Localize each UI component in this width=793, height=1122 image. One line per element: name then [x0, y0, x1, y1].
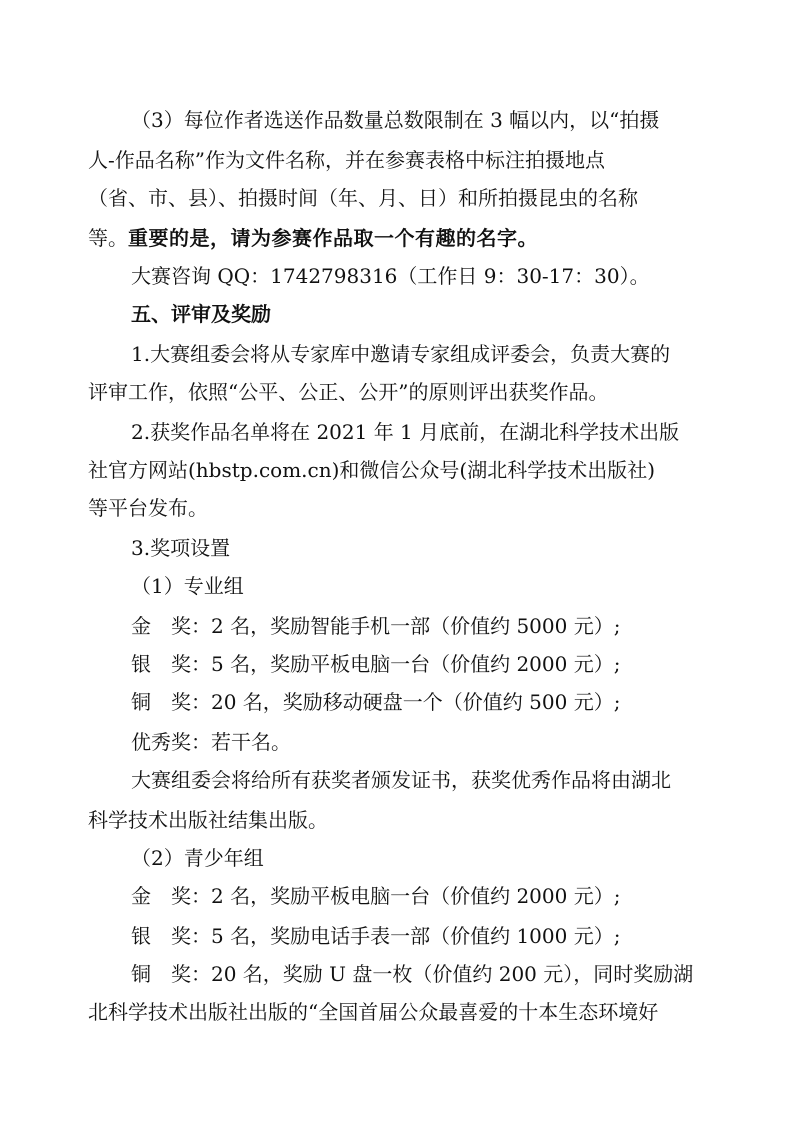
award-line: 优秀奖：若干名。 [131, 730, 291, 754]
paragraph-line: 大赛组委会将给所有获奖者颁发证书，获奖优秀作品将由湖北 [131, 768, 671, 792]
paragraph-line: 北科学技术出版社出版的“全国首届公众最喜爱的十本生态环境好 [88, 1000, 659, 1024]
award-line: 金 奖：2 名，奖励智能手机一部（价值约 5000 元）; [131, 614, 621, 638]
paragraph-line: 1.大赛组委会将从专家库中邀请专家组成评委会，负责大赛的 [131, 342, 671, 366]
paragraph-text: 等。 [88, 226, 128, 250]
award-line: 铜 奖：20 名，奖励 U 盘一枚（价值约 200 元），同时奖励湖 [131, 962, 694, 986]
paragraph-line: 科学技术出版社结集出版。 [88, 808, 328, 832]
subsection-heading: 3.奖项设置 [131, 536, 231, 560]
section-heading: 五、评审及奖励 [131, 302, 271, 326]
group-title: （2）青少年组 [131, 846, 264, 870]
paragraph-line: （3）每位作者选送作品数量总数限制在 3 幅以内，以“拍摄 [131, 108, 660, 132]
paragraph-line: 2.获奖作品名单将在 2021 年 1 月底前，在湖北科学技术出版 [131, 420, 680, 444]
paragraph-line: 社官方网站(hbstp.com.cn)和微信公众号(湖北科学技术出版社) [88, 458, 656, 482]
paragraph-line: 等平台发布。 [88, 496, 208, 520]
paragraph-line [88, 224, 538, 252]
paragraph-line: （省、市、县）、拍摄时间（年、月、日）和所拍摄昆虫的名称 [88, 186, 638, 210]
paragraph-line: 人-作品名称”作为文件名称，并在参赛表格中标注拍摄地点 [88, 148, 605, 172]
paragraph-line: 评审工作，依照“公平、公正、公开”的原则评出获奖作品。 [88, 380, 609, 404]
emphasis-text: 重要的是，请为参赛作品取一个有趣的名字。 [128, 226, 538, 250]
award-line: 银 奖：5 名，奖励电话手表一部（价值约 1000 元）; [131, 924, 621, 948]
contact-line: 大赛咨询 QQ：1742798316（工作日 9：30-17：30）。 [131, 264, 650, 288]
award-line: 银 奖：5 名，奖励平板电脑一台（价值约 2000 元）; [131, 652, 621, 676]
group-title: （1）专业组 [131, 574, 244, 598]
award-line: 铜 奖：20 名，奖励移动硬盘一个（价值约 500 元）; [131, 690, 621, 714]
award-line: 金 奖：2 名，奖励平板电脑一台（价值约 2000 元）; [131, 884, 621, 908]
